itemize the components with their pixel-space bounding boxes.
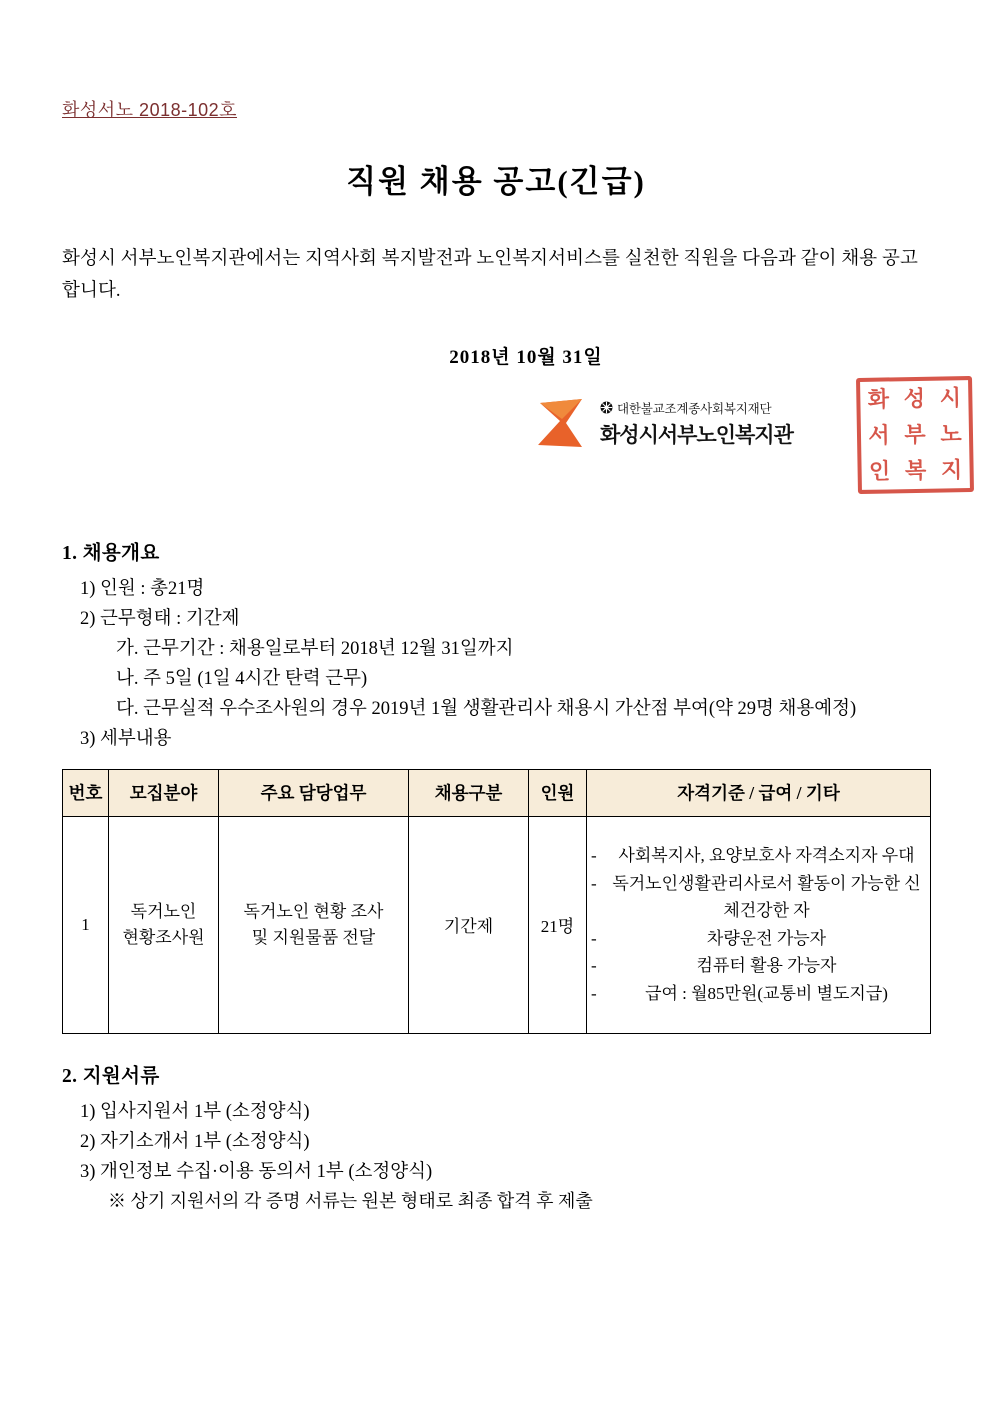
cell-no: 1 (63, 816, 109, 1033)
qualification-item: - 급여 : 월85만원(교통비 별도지급) (591, 980, 926, 1008)
list-item: 2) 근무형태 : 기간제 (80, 608, 240, 629)
section-heading-recruitment-overview: 1. 채용개요 (62, 542, 160, 564)
seal-char: 부 (904, 421, 926, 447)
qualification-item: - 차량운전 가능자 (591, 925, 926, 953)
seal-char: 서 (868, 422, 890, 448)
seal-char: 지 (940, 456, 963, 483)
organization-logo (532, 395, 793, 453)
qualification-item: - 사회복지사, 요양보호사 자격소지자 우대 (591, 842, 926, 870)
list-item: 1) 입사지원서 1부 (소정양식) (80, 1101, 310, 1122)
column-header-type: 채용구분 (409, 769, 529, 816)
dharma-wheel-icon (600, 401, 613, 414)
seal-char: 화 (867, 386, 890, 412)
organization-foundation-name (600, 399, 793, 417)
list-item: 가. 근무기간 : 채용일로부터 2018년 12월 31일까지 (116, 638, 514, 659)
list-item: 3) 개인정보 수집·이용 동의서 1부 (소정양식) (80, 1161, 433, 1182)
foundation-label: 대한불교조계종사회복지재단 (617, 401, 772, 416)
column-header-qualifications: 자격기준 / 급여 / 기타 (587, 769, 931, 816)
cell-count: 21명 (529, 816, 587, 1033)
document-number: 화성서노 2018-102호 (62, 100, 238, 120)
column-header-field: 모집분야 (109, 769, 219, 816)
intro-paragraph: 화성시 서부노인복지관에서는 지역사회 복지발전과 노인복지서비스를 실천한 직원을 다음과 같이 채용 공고합니다. (62, 249, 918, 302)
seal-char: 복 (904, 457, 927, 483)
seal-char: 시 (939, 384, 962, 411)
cell-field-line: 독거노인 (130, 902, 197, 922)
cell-field-line: 현황조사원 (122, 927, 205, 947)
seal-char: 인 (868, 458, 891, 484)
organization-name: 화성시서부노인복지관 (600, 423, 793, 447)
recruitment-detail-table (62, 769, 931, 1034)
section-heading-application-documents: 2. 지원서류 (62, 1065, 160, 1087)
seal-char: 성 (903, 385, 926, 411)
cell-duty-line: 독거노인 현황 조사 (243, 902, 384, 922)
signature-row (62, 377, 963, 527)
list-item: 1) 인원 : 총21명 (80, 578, 205, 599)
application-note: ※ 상기 지원서의 각 증명 서류는 원본 형태로 최종 합격 후 제출 (108, 1191, 593, 1212)
list-item: 2) 자기소개서 1부 (소정양식) (80, 1131, 310, 1152)
list-item: 나. 주 5일 (1일 4시간 탄력 근무) (116, 668, 368, 689)
column-header-duty: 주요 담당업무 (219, 769, 409, 816)
list-item: 3) 세부내용 (80, 728, 172, 749)
column-header-no: 번호 (63, 769, 109, 816)
issue-date: 2018년 10월 31일 (449, 346, 603, 368)
qualification-item: - 컴퓨터 활용 가능자 (591, 952, 926, 980)
table-header-row (63, 769, 931, 816)
table-row (63, 816, 931, 1033)
seal-char: 노 (940, 420, 962, 447)
cell-employment-type: 기간제 (409, 816, 529, 1033)
cell-duty (219, 816, 409, 1033)
cell-field (109, 816, 219, 1033)
cell-duty-line: 및 지원물품 전달 (251, 927, 376, 947)
official-seal-stamp (856, 376, 974, 494)
list-item: 다. 근무실적 우수조사원의 경우 2019년 1월 생활관리사 채용시 가산점 부여(약 29명 채용예정) (116, 698, 857, 719)
page-title: 직원 채용 공고(긴급) (346, 164, 646, 199)
column-header-count: 인원 (529, 769, 587, 816)
star-mark-icon (532, 395, 590, 453)
qualification-item: - 독거노인생활관리사로서 활동이 가능한 신체건강한 자 (591, 870, 926, 925)
cell-qualifications (587, 816, 931, 1033)
